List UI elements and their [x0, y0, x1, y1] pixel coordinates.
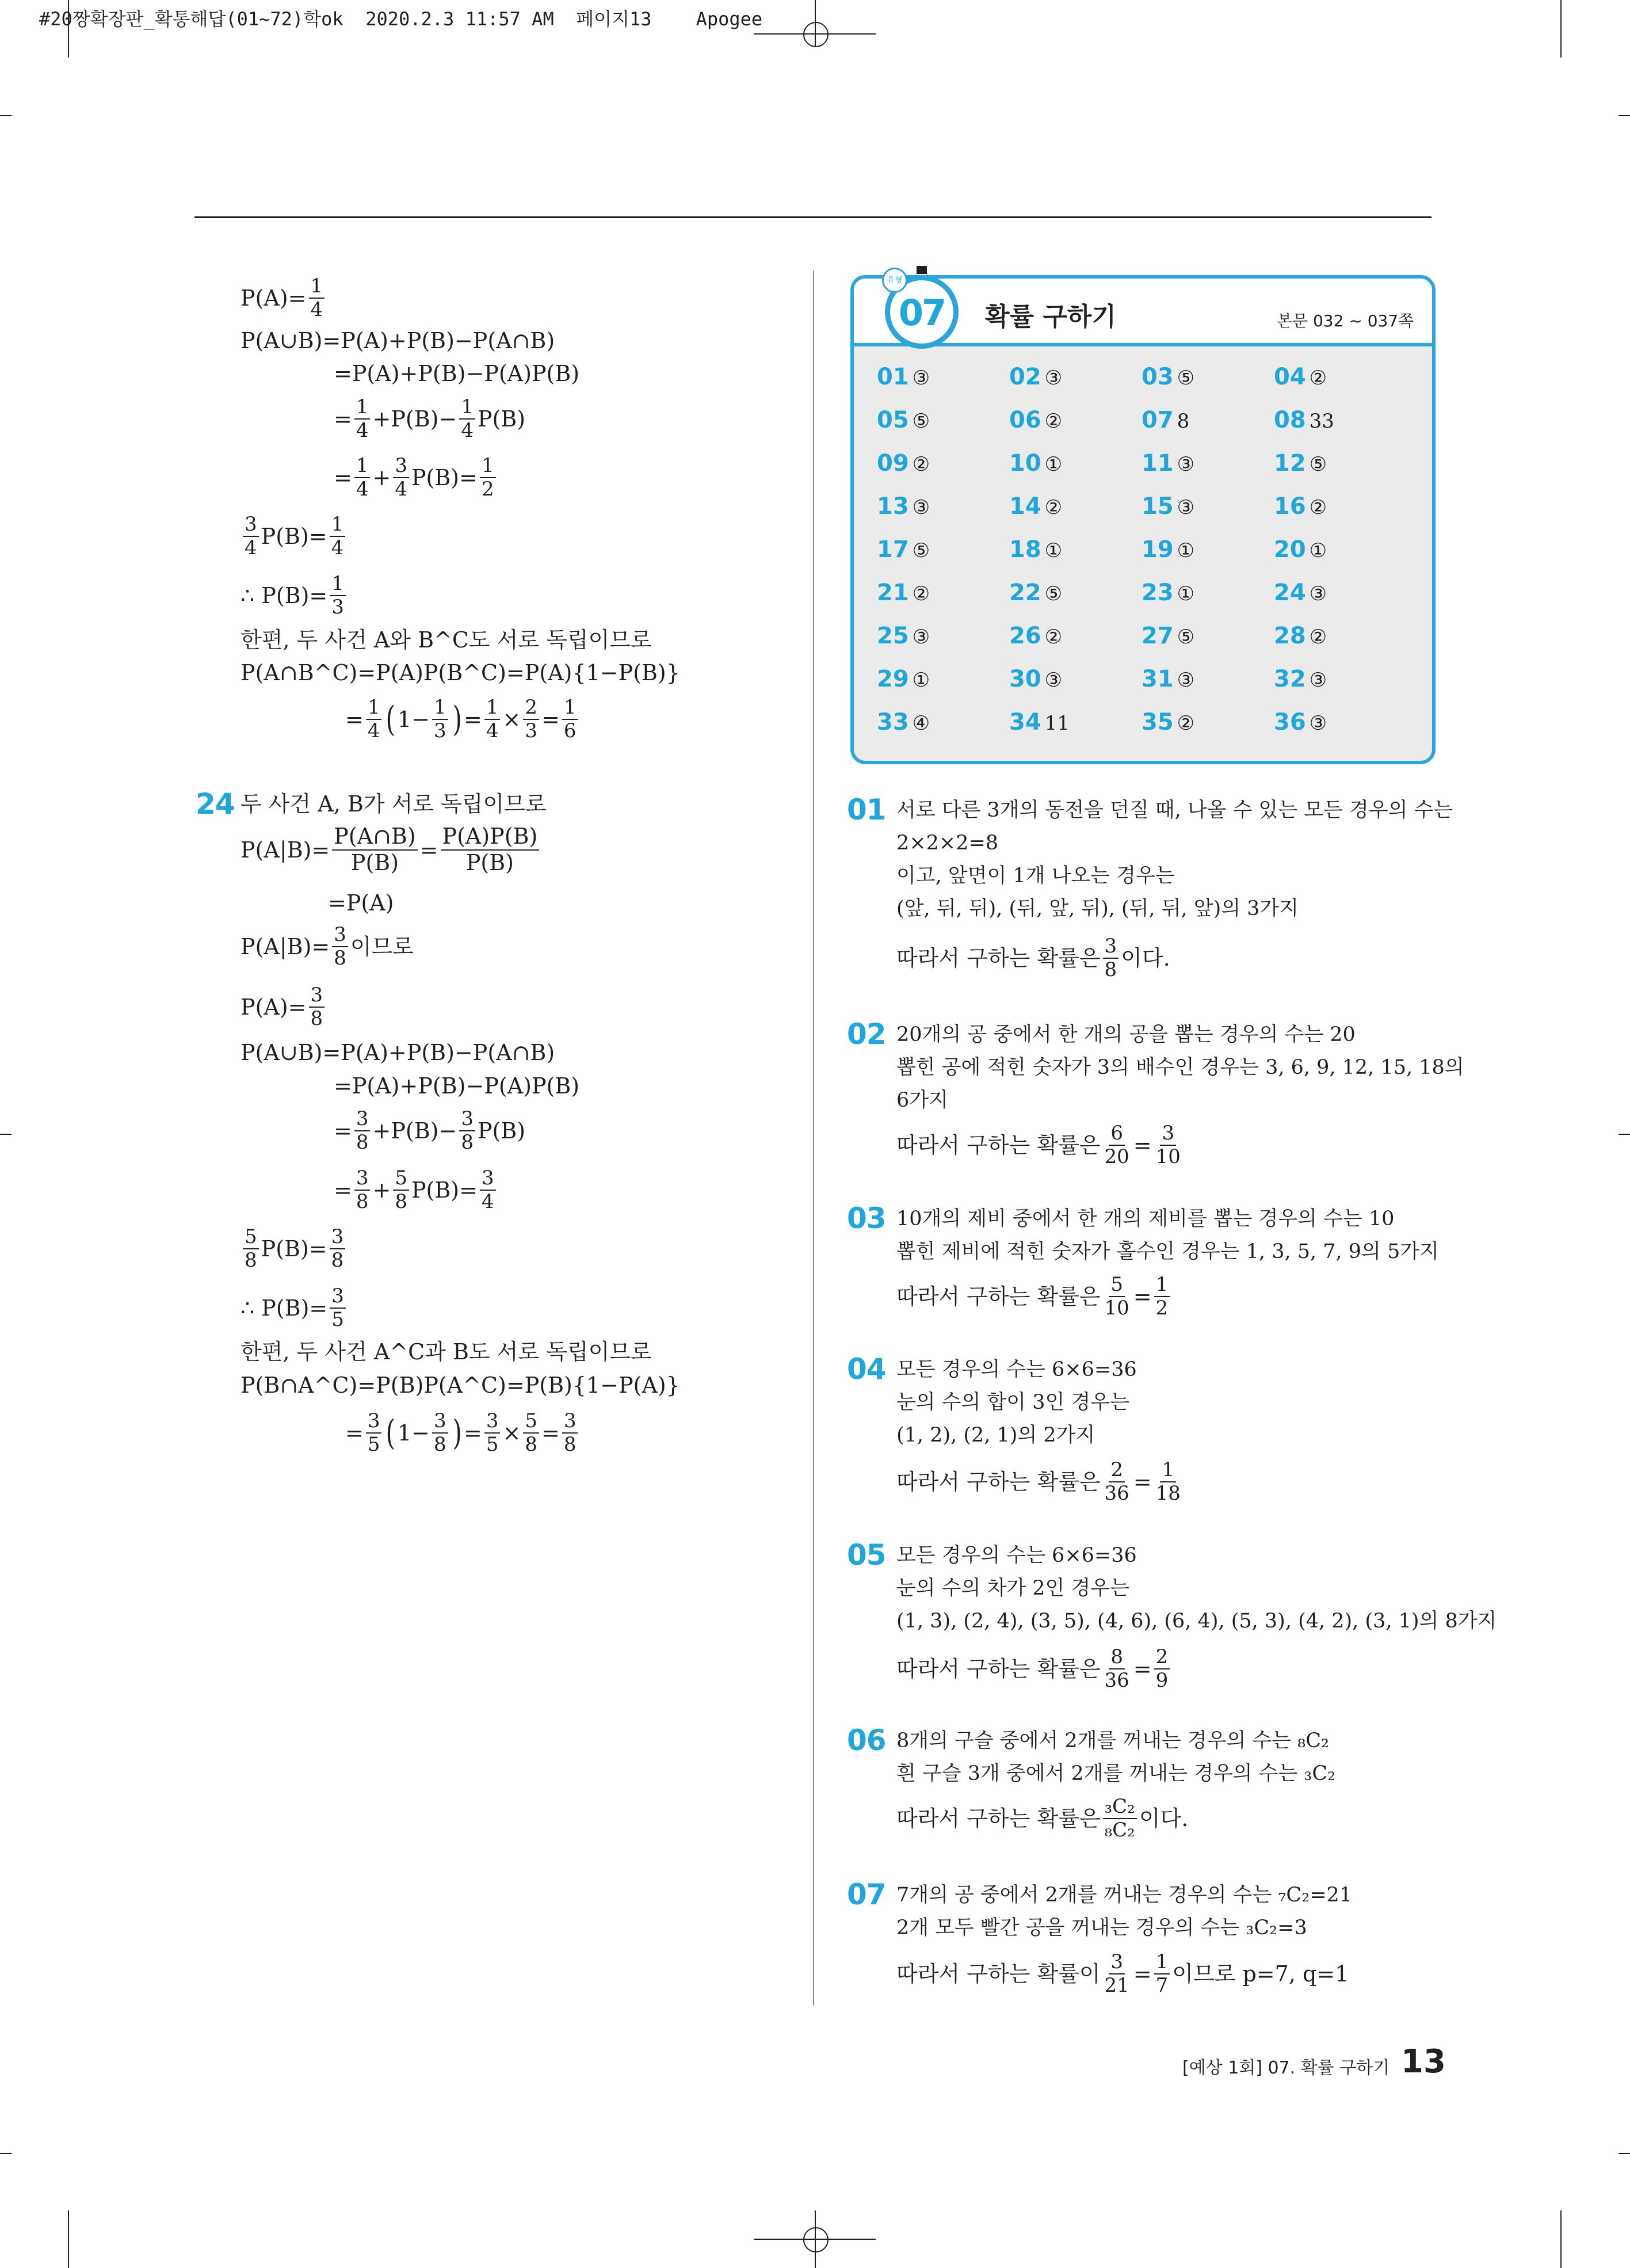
q24-intro: 두 사건 A, B가 서로 독립이므로	[241, 791, 547, 817]
answer-number: 01	[877, 364, 909, 390]
section-tag: 유형	[882, 268, 907, 293]
q24-line-12: P(B∩A^C)=P(B)P(A^C)=P(B){1−P(A)}	[241, 1373, 680, 1398]
answer-item	[1274, 580, 1327, 606]
answer-number: 04	[1274, 364, 1306, 390]
s01-line-2: 2×2×2=8	[896, 832, 999, 855]
footer-label: [예상 1회] 07. 확률 구하기	[1182, 2058, 1390, 2078]
q24-line-5: P(A∪B)=P(A)+P(B)−P(A∩B)	[241, 1040, 555, 1065]
s02-line-1: 20개의 공 중에서 한 개의 공을 뽑는 경우의 수는 20	[896, 1023, 1356, 1046]
s07-line-1: 7개의 공 중에서 2개를 꺼내는 경우의 수는 ₇C₂=21	[896, 1884, 1353, 1907]
answer-value: ①	[1044, 453, 1063, 476]
q24-line-13: = $\frac{3}{5}$ ( 1− $\frac{3}{8}$ ) = $\frac{3}{5}$ × $\frac{5}{8}$ = $\frac{3}{8}$	[345, 1410, 580, 1456]
answer-number: 11	[1142, 450, 1174, 477]
answer-value: ②	[912, 582, 930, 605]
answer-number: 13	[877, 493, 909, 520]
answer-value: ③	[1044, 669, 1063, 692]
q23-line-5: = $\frac{1}{4}$ + $\frac{3}{4}$ P(B)= $\frac{1}{2}$	[334, 455, 498, 501]
q24-line-3: P(A|B)= $\frac{3}{8}$ 이므로	[241, 923, 414, 970]
registration-mark	[803, 2227, 829, 2252]
answer-number: 36	[1274, 709, 1306, 735]
answer-value: 8	[1177, 410, 1190, 433]
q23-line-1: P(A)= $\frac{1}{4}$	[241, 275, 327, 321]
answer-item	[1142, 450, 1194, 477]
answer-item	[1009, 580, 1062, 606]
solution-number: 07	[847, 1878, 886, 1911]
q24-line-4: P(A)= $\frac{3}{8}$	[241, 984, 327, 1030]
s03-line-3: 따라서 구하는 확률은 $\frac{5}{10}$ = $\frac{1}{2}$	[896, 1274, 1172, 1320]
answer-item	[1274, 450, 1327, 477]
answer-number: 14	[1009, 493, 1041, 520]
q23-line-6: $\frac{3}{4}$ P(B)= $\frac{1}{4}$	[241, 513, 348, 559]
answer-number: 32	[1274, 666, 1306, 692]
s01-line-5: 따라서 구하는 확률은 $\frac{3}{8}$ 이다.	[896, 935, 1170, 982]
answer-value: ③	[912, 496, 930, 519]
answer-value: ④	[912, 712, 930, 735]
s04-line-4: 따라서 구하는 확률은 $\frac{2}{36}$ = $\frac{1}{18}$	[896, 1458, 1181, 1505]
answer-value: ⑤	[1044, 582, 1063, 605]
answer-number: 15	[1142, 493, 1174, 520]
answer-item	[877, 580, 930, 606]
answer-value: 11	[1044, 712, 1070, 735]
s04-line-1: 모든 경우의 수는 6×6=36	[896, 1358, 1137, 1381]
answer-item	[1274, 623, 1327, 649]
section-number: 07	[898, 292, 945, 334]
answer-item	[1009, 709, 1070, 735]
crop-mark	[1618, 115, 1630, 116]
answer-value: ⑤	[1177, 626, 1195, 649]
answer-item	[877, 536, 930, 563]
answer-item	[1142, 493, 1194, 520]
answer-value: ⑤	[1177, 367, 1195, 390]
answer-value: 33	[1309, 410, 1334, 433]
answer-value: ③	[1309, 582, 1327, 605]
answer-value: ③	[912, 367, 930, 390]
answer-number: 25	[877, 623, 909, 649]
answer-item	[877, 407, 930, 433]
q24-line-6: =P(A)+P(B)−P(A)P(B)	[334, 1073, 580, 1099]
fraction: $\frac{1}{4}$	[309, 275, 325, 321]
answer-item	[1009, 623, 1062, 649]
q24-line-8: = $\frac{3}{8}$ + $\frac{5}{8}$ P(B)= $\frac{3}{4}$	[334, 1167, 498, 1213]
s06-line-2: 흰 구슬 3개 중에서 2개를 꺼내는 경우의 수는 ₃C₂	[896, 1762, 1336, 1785]
s06-line-1: 8개의 구슬 중에서 2개를 꺼내는 경우의 수는 ₈C₂	[896, 1729, 1330, 1752]
crop-mark	[1560, 2210, 1562, 2268]
answer-value: ①	[1177, 582, 1195, 605]
page-number: 13	[1401, 2043, 1446, 2080]
answer-number: 33	[877, 709, 909, 735]
answer-value: ②	[1044, 626, 1063, 649]
crop-mark	[1618, 2153, 1630, 2154]
column-separator	[813, 270, 814, 2006]
answer-item	[877, 364, 930, 390]
s05-line-3: (1, 3), (2, 4), (3, 5), (4, 6), (6, 4), (5, 3), (4, 2), (3, 1)의 8가지	[896, 1610, 1497, 1633]
answer-value: ③	[1309, 669, 1327, 692]
timer-knob	[917, 266, 927, 274]
answer-number: 22	[1009, 580, 1041, 606]
q24-line-10: ∴ P(B)= $\frac{3}{5}$	[241, 1285, 348, 1331]
answer-item	[1274, 407, 1334, 433]
answer-value: ③	[1177, 496, 1195, 519]
answer-number: 34	[1009, 709, 1041, 735]
answer-number: 19	[1142, 536, 1174, 563]
answer-number: 30	[1009, 666, 1041, 692]
answer-item	[1009, 493, 1062, 520]
answer-number: 26	[1009, 623, 1041, 649]
q23-line-4: = $\frac{1}{4}$ +P(B)− $\frac{1}{4}$ P(B)	[334, 395, 526, 443]
answer-value: ⑤	[912, 539, 930, 562]
s05-line-4: 따라서 구하는 확률은 $\frac{8}{36}$ = $\frac{2}{9}$	[896, 1646, 1172, 1692]
answer-item	[1274, 364, 1327, 390]
answer-number: 05	[877, 407, 909, 433]
q24-line-2: =P(A)	[328, 890, 394, 916]
answer-value: ①	[912, 669, 930, 692]
s01-line-1: 서로 다른 3개의 동전을 던질 때, 나올 수 있는 모든 경우의 수는	[896, 799, 1453, 822]
crop-mark	[1618, 1134, 1630, 1135]
answer-value: ①	[1044, 539, 1063, 562]
answer-item	[1009, 536, 1062, 563]
answer-item	[1274, 709, 1327, 735]
answer-item	[1009, 666, 1062, 692]
crop-mark	[0, 2153, 12, 2154]
q23-line-8: 한편, 두 사건 A와 B^C도 서로 독립이므로	[241, 627, 652, 653]
answer-number: 31	[1142, 666, 1174, 692]
answer-item	[1274, 493, 1327, 520]
q24-line-11: 한편, 두 사건 A^C과 B도 서로 독립이므로	[241, 1339, 652, 1364]
crop-mark	[0, 115, 12, 116]
q23-line-7: ∴ P(B)= $\frac{1}{3}$	[241, 573, 348, 619]
header-bar: #20짱확장판_확통해답(01~72)학ok 2020.2.3 11:57 AM 페이지13 Apogee	[39, 8, 763, 30]
solution-number: 02	[847, 1017, 886, 1051]
answer-number: 10	[1009, 450, 1041, 477]
answer-value: ①	[1177, 539, 1195, 562]
answer-item	[1142, 666, 1194, 692]
solution-number: 01	[847, 793, 886, 826]
crop-mark	[1560, 0, 1562, 58]
answer-number: 20	[1274, 536, 1306, 563]
s01-line-3: 이고, 앞면이 1개 나오는 경우는	[896, 864, 1175, 887]
answer-item	[1142, 580, 1194, 606]
answer-item	[1142, 623, 1194, 649]
solution-number: 05	[847, 1538, 886, 1572]
answer-value: ②	[1044, 496, 1063, 519]
s07-line-3: 따라서 구하는 확률이 $\frac{3}{21}$ = $\frac{1}{7}$ 이므로 p=7, q=1	[896, 1950, 1349, 1998]
answer-number: 12	[1274, 450, 1306, 477]
answer-value: ⑤	[912, 410, 930, 433]
answer-value: ②	[1309, 496, 1327, 519]
solution-number: 06	[847, 1724, 886, 1757]
crop-mark	[0, 1134, 12, 1135]
q23-line-10: = $\frac{1}{4}$ ( 1− $\frac{1}{3}$ ) = $\frac{1}{4}$ × $\frac{2}{3}$ = $\frac{1}{6}$	[345, 696, 580, 742]
answer-value: ②	[912, 453, 930, 476]
answer-item	[1142, 709, 1194, 735]
s03-line-2: 뽑힌 제비에 적힌 숫자가 홀수인 경우는 1, 3, 5, 7, 9의 5가지	[896, 1240, 1439, 1263]
answer-value: ⑤	[1309, 453, 1327, 476]
answer-value: ②	[1309, 367, 1327, 390]
answer-box	[850, 275, 1436, 764]
answer-item	[877, 709, 930, 735]
s07-line-2: 2개 모두 빨간 공을 꺼내는 경우의 수는 ₃C₂=3	[896, 1916, 1307, 1939]
solution-number: 04	[847, 1352, 886, 1386]
question-number: 24	[196, 787, 235, 821]
answer-item	[877, 623, 930, 649]
answer-item	[1142, 407, 1189, 433]
s01-line-4: (앞, 뒤, 뒤), (뒤, 앞, 뒤), (뒤, 뒤, 앞)의 3가지	[896, 897, 1299, 920]
answer-number: 07	[1142, 407, 1174, 433]
answer-number: 06	[1009, 407, 1041, 433]
answer-number: 28	[1274, 623, 1306, 649]
answer-number: 23	[1142, 580, 1174, 606]
solution-number: 03	[847, 1202, 886, 1235]
answer-value: ②	[1177, 712, 1195, 735]
s02-line-3: 6가지	[896, 1089, 948, 1112]
answer-number: 17	[877, 536, 909, 563]
answer-number: 18	[1009, 536, 1041, 563]
s03-line-1: 10개의 제비 중에서 한 개의 제비를 뽑는 경우의 수는 10	[896, 1207, 1395, 1230]
answer-item	[1009, 450, 1062, 477]
section-title: 확률 구하기	[985, 302, 1116, 331]
crop-mark	[68, 2210, 69, 2268]
answer-value: ③	[1177, 669, 1195, 692]
registration-mark	[803, 22, 829, 47]
answer-item	[1274, 536, 1327, 563]
answer-value: ③	[1177, 453, 1195, 476]
s02-line-4: 따라서 구하는 확률은 $\frac{6}{20}$ = $\frac{3}{10}$	[896, 1122, 1181, 1169]
answer-value: ②	[1309, 626, 1327, 649]
top-rule	[194, 216, 1432, 218]
s04-line-3: (1, 2), (2, 1)의 2가지	[896, 1424, 1095, 1447]
answer-item	[1009, 407, 1062, 433]
answer-item	[877, 450, 930, 477]
answer-item	[877, 493, 930, 520]
answer-number: 29	[877, 666, 909, 692]
answer-number: 03	[1142, 364, 1174, 390]
answer-item	[1009, 364, 1062, 390]
s02-line-2: 뽑힌 공에 적힌 숫자가 3의 배수인 경우는 3, 6, 9, 12, 15, 18의	[896, 1056, 1464, 1079]
answer-item	[1142, 364, 1194, 390]
answer-number: 21	[877, 580, 909, 606]
answer-number: 08	[1274, 407, 1306, 433]
answer-number: 09	[877, 450, 909, 477]
answer-value: ③	[1309, 712, 1327, 735]
s04-line-2: 눈의 수의 합이 3인 경우는	[896, 1391, 1129, 1414]
answer-value: ②	[1044, 410, 1063, 433]
q23-line-3: =P(A)+P(B)−P(A)P(B)	[334, 361, 580, 386]
answer-number: 35	[1142, 709, 1174, 735]
answer-number: 27	[1142, 623, 1174, 649]
answer-number: 02	[1009, 364, 1041, 390]
q23-line-2: P(A∪B)=P(A)+P(B)−P(A∩B)	[241, 328, 555, 353]
answer-item	[1274, 666, 1327, 692]
s05-line-2: 눈의 수의 차가 2인 경우는	[896, 1577, 1129, 1600]
q24-line-1: P(A|B)= $\frac{P(A\cap B)}{P(B)}$ = $\frac{P(A)P(B)}{P(B)}$	[241, 824, 541, 875]
answer-item	[1142, 536, 1194, 563]
q23-line-9: P(A∩B^C)=P(A)P(B^C)=P(A){1−P(B)}	[241, 660, 680, 685]
answer-value: ③	[1044, 367, 1063, 390]
answer-number: 16	[1274, 493, 1306, 520]
answer-value: ③	[912, 626, 930, 649]
answer-number: 24	[1274, 580, 1306, 606]
answer-value: ①	[1309, 539, 1327, 562]
q24-line-7: = $\frac{3}{8}$ +P(B)− $\frac{3}{8}$ P(B)	[334, 1107, 526, 1154]
s06-line-3: 따라서 구하는 확률은 $\frac{\text{₃C₂}}{\text{₈C₂}}$ 이다.	[896, 1795, 1189, 1842]
s05-line-1: 모든 경우의 수는 6×6=36	[896, 1544, 1137, 1567]
q24-line-9: $\frac{5}{8}$ P(B)= $\frac{3}{8}$	[241, 1226, 348, 1272]
answer-item	[877, 666, 930, 692]
section-page-ref: 본문 032 ~ 037쪽	[1277, 311, 1414, 330]
